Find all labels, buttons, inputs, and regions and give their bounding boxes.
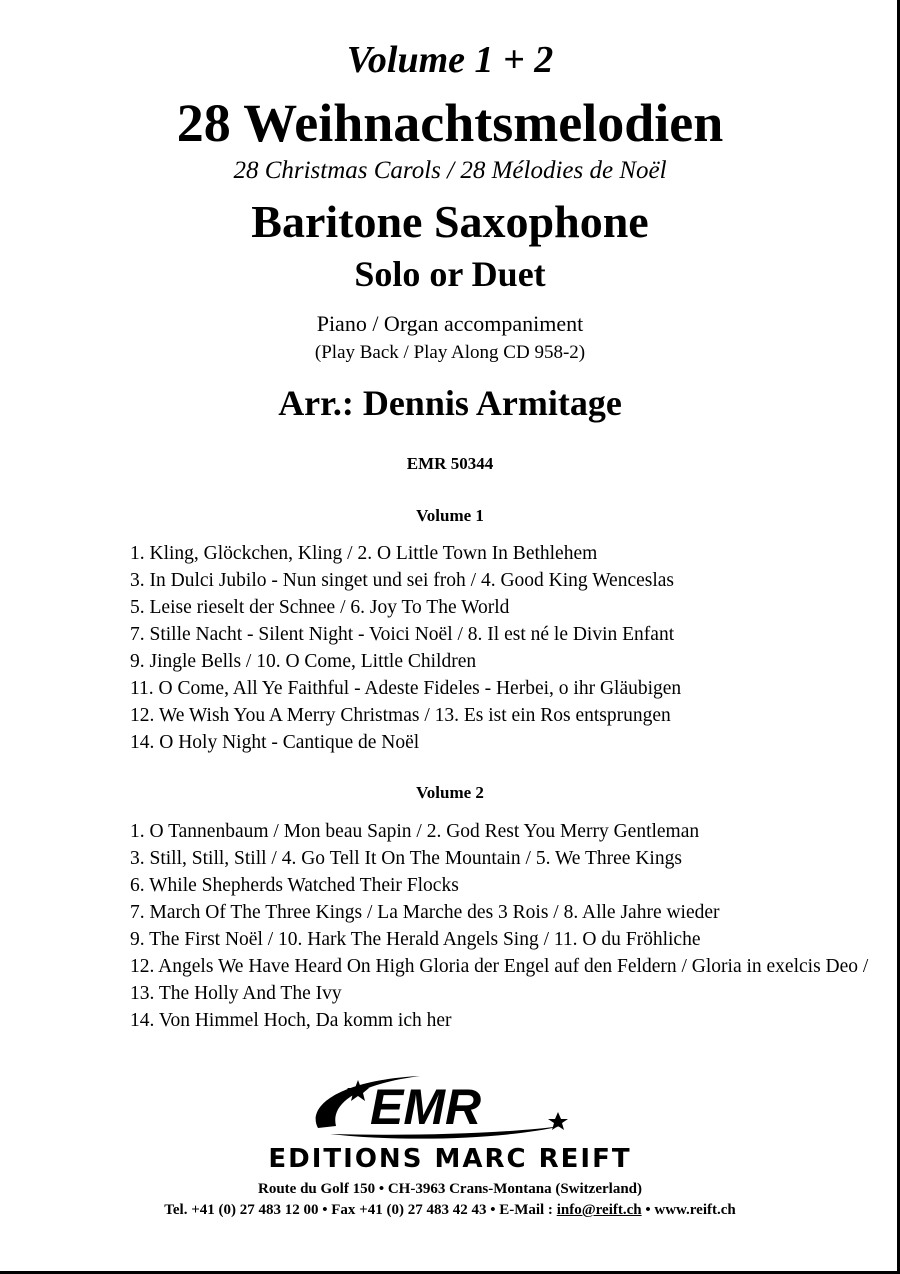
list-item: 12. Angels We Have Heard On High Gloria der Engel auf den Feldern / Gloria in exelcis Deo / 13. The Holly And The Ivy [130, 956, 869, 1004]
accompaniment-label: Piano / Organ accompaniment [316, 311, 584, 336]
list-item: 6. While Shepherds Watched Their Flocks [130, 875, 459, 896]
cd-label: (Play Back / Play Along CD 958-2) [314, 342, 586, 363]
catalog-number: EMR 50344 [406, 454, 494, 473]
volume2-heading: Volume 2 [416, 783, 484, 802]
arranger-label: Arr.: Dennis Armitage [278, 383, 622, 423]
list-item: 14. Von Himmel Hoch, Da komm ich her [130, 1010, 452, 1031]
volume1-heading: Volume 1 [416, 506, 484, 525]
subtitle: 28 Christmas Carols / 28 Mélodies de Noël [233, 157, 667, 184]
list-item: 11. O Come, All Ye Faithful - Adeste Fideles - Herbei, o ihr Gläubigen [130, 678, 682, 699]
list-item: 1. O Tannenbaum / Mon beau Sapin / 2. God Rest You Merry Gentleman [130, 821, 700, 842]
format-label: Solo or Duet [354, 254, 546, 294]
list-item: 7. March Of The Three Kings / La Marche des 3 Rois / 8. Alle Jahre wieder [130, 902, 720, 923]
list-item: 3. In Dulci Jubilo - Nun singet und sei froh / 4. Good King Wenceslas [130, 570, 675, 591]
publisher-contact [0, 1202, 900, 1219]
star-icon [347, 1080, 369, 1101]
contact-phone-fax: Tel. +41 (0) 27 483 12 00 • Fax +41 (0) 27 483 42 43 • E-Mail : [164, 1202, 557, 1218]
list-item: 5. Leise rieselt der Schnee / 6. Joy To The World [130, 597, 510, 618]
instrument-title: Baritone Saxophone [251, 196, 649, 247]
list-item: 9. The First Noël / 10. Hark The Herald Angels Sing / 11. O du Fröhliche [130, 929, 701, 950]
list-item: 14. O Holy Night - Cantique de Noël [130, 732, 420, 753]
contact-website: • www.reift.ch [641, 1202, 736, 1218]
emr-logo [300, 1068, 590, 1146]
publisher-name: EDITIONS MARC REIFT [268, 1144, 632, 1174]
logo-text: EMR [370, 1079, 482, 1135]
list-item: 12. We Wish You A Merry Christmas / 13. Es ist ein Ros entsprungen [130, 705, 671, 726]
volume-label: Volume 1 + 2 [346, 39, 554, 81]
publisher-address: Route du Golf 150 • CH-3963 Crans-Montana (Switzerland) [258, 1181, 642, 1197]
list-item: 1. Kling, Glöckchen, Kling / 2. O Little Town In Bethlehem [130, 543, 598, 564]
page-title: 28 Weihnachtsmelodien [176, 93, 724, 153]
list-item: 3. Still, Still, Still / 4. Go Tell It On The Mountain / 5. We Three Kings [130, 848, 682, 869]
list-item: 7. Stille Nacht - Silent Night - Voici Noël / 8. Il est né le Divin Enfant [130, 624, 675, 645]
list-item: 9. Jingle Bells / 10. O Come, Little Children [130, 651, 477, 672]
star-icon [548, 1112, 568, 1130]
volume2-list [130, 818, 870, 1034]
email-link[interactable]: info@reift.ch [556, 1202, 642, 1218]
volume1-list [130, 540, 870, 756]
